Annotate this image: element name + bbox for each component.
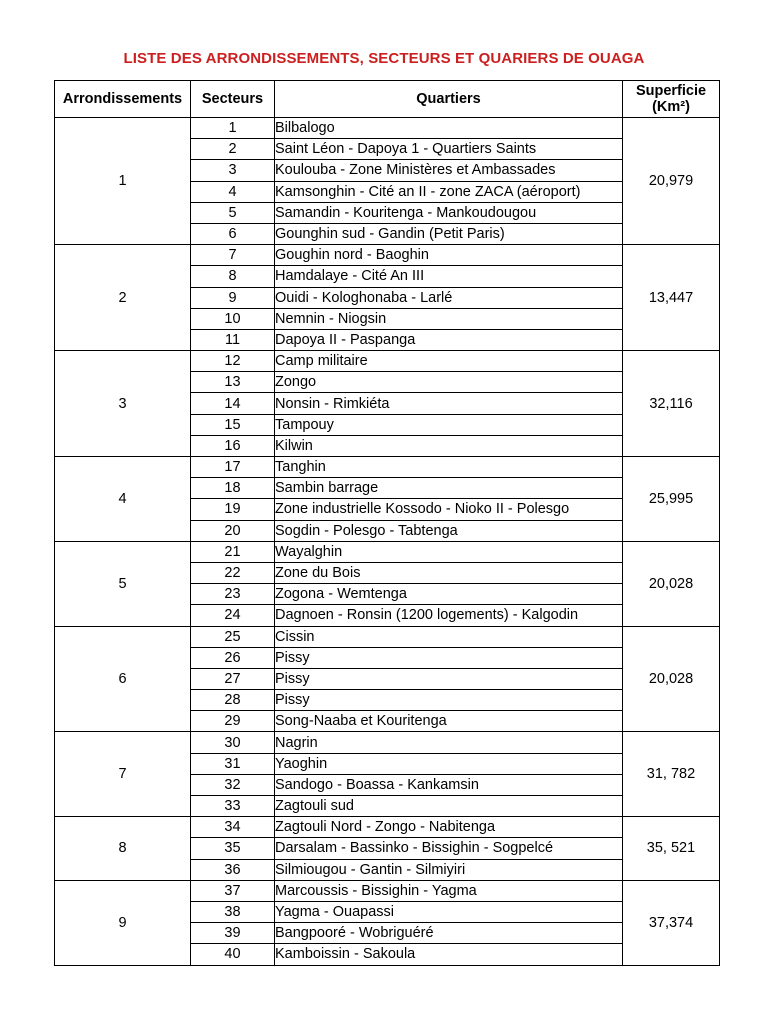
quartier-names: Pissy: [275, 647, 623, 668]
table-row: [55, 351, 720, 372]
quartier-names: Cissin: [275, 626, 623, 647]
header-superficie: [623, 81, 720, 118]
secteur-number: 38: [191, 901, 275, 922]
quartier-names: Tampouy: [275, 414, 623, 435]
quartier-names: Marcoussis - Bissighin - Yagma: [275, 880, 623, 901]
table-row: [55, 732, 720, 753]
quartier-names: Nonsin - Rimkiéta: [275, 393, 623, 414]
secteur-number: 4: [191, 181, 275, 202]
table-header-row: [55, 81, 720, 118]
quartier-names: Zagtouli Nord - Zongo - Nabitenga: [275, 817, 623, 838]
quartier-names: Zone du Bois: [275, 562, 623, 583]
secteur-number: 5: [191, 202, 275, 223]
secteur-number: 36: [191, 859, 275, 880]
secteur-number: 34: [191, 817, 275, 838]
table-row: [55, 541, 720, 562]
table-row: [55, 118, 720, 139]
header-superficie-line2: (Km²): [652, 99, 690, 115]
secteur-number: 25: [191, 626, 275, 647]
secteur-number: 19: [191, 499, 275, 520]
secteur-number: 29: [191, 711, 275, 732]
quartier-names: Pissy: [275, 668, 623, 689]
secteur-number: 12: [191, 351, 275, 372]
quartier-names: Wayalghin: [275, 541, 623, 562]
secteur-number: 27: [191, 668, 275, 689]
secteur-number: 7: [191, 245, 275, 266]
quartier-names: Sandogo - Boassa - Kankamsin: [275, 774, 623, 795]
quartier-names: Bilbalogo: [275, 118, 623, 139]
table-row: [55, 817, 720, 838]
quartier-names: Nagrin: [275, 732, 623, 753]
secteur-number: 2: [191, 139, 275, 160]
secteur-number: 11: [191, 329, 275, 350]
superficie-value: 13,447: [623, 245, 720, 351]
superficie-value: 20,028: [623, 626, 720, 732]
quartier-names: Tanghin: [275, 457, 623, 478]
quartier-names: Gounghin sud - Gandin (Petit Paris): [275, 223, 623, 244]
quartier-names: Darsalam - Bassinko - Bissighin - Sogpelcé: [275, 838, 623, 859]
table-row: [55, 245, 720, 266]
table-row: [55, 626, 720, 647]
quartier-names: Sogdin - Polesgo - Tabtenga: [275, 520, 623, 541]
arrondissement-number: 7: [55, 732, 191, 817]
quartier-names: Zagtouli sud: [275, 796, 623, 817]
header-superficie-line1: Superficie: [635, 83, 707, 99]
secteur-number: 13: [191, 372, 275, 393]
table-row: [55, 457, 720, 478]
quartier-names: Hamdalaye - Cité An III: [275, 266, 623, 287]
quartier-names: Zogona - Wemtenga: [275, 584, 623, 605]
arrondissement-number: 5: [55, 541, 191, 626]
quartier-names: Kamboissin - Sakoula: [275, 944, 623, 965]
quartier-names: Zongo: [275, 372, 623, 393]
secteur-number: 6: [191, 223, 275, 244]
quartier-names: Yaoghin: [275, 753, 623, 774]
secteur-number: 24: [191, 605, 275, 626]
superficie-value: 32,116: [623, 351, 720, 457]
secteur-number: 21: [191, 541, 275, 562]
secteur-number: 15: [191, 414, 275, 435]
quartier-names: Sambin barrage: [275, 478, 623, 499]
arrondissement-number: 4: [55, 457, 191, 542]
secteur-number: 37: [191, 880, 275, 901]
quartier-names: Kamsonghin - Cité an II - zone ZACA (aéroport): [275, 181, 623, 202]
secteur-number: 31: [191, 753, 275, 774]
quartier-names: Yagma - Ouapassi: [275, 901, 623, 922]
quartier-names: Nemnin - Niogsin: [275, 308, 623, 329]
arrondissement-number: 8: [55, 817, 191, 881]
secteur-number: 33: [191, 796, 275, 817]
table-row: [55, 880, 720, 901]
secteur-number: 26: [191, 647, 275, 668]
secteur-number: 40: [191, 944, 275, 965]
quartier-names: Dagnoen - Ronsin (1200 logements) - Kalgodin: [275, 605, 623, 626]
secteur-number: 22: [191, 562, 275, 583]
arrondissement-number: 3: [55, 351, 191, 457]
quartier-names: Samandin - Kouritenga - Mankoudougou: [275, 202, 623, 223]
quartier-names: Camp militaire: [275, 351, 623, 372]
secteur-number: 1: [191, 118, 275, 139]
secteur-number: 23: [191, 584, 275, 605]
arrondissement-number: 2: [55, 245, 191, 351]
quartier-names: Pissy: [275, 690, 623, 711]
header-quartiers: Quartiers: [275, 81, 623, 118]
page-title: LISTE DES ARRONDISSEMENTS, SECTEURS ET QUARIERS DE OUAGA: [123, 50, 645, 67]
secteur-number: 28: [191, 690, 275, 711]
secteur-number: 20: [191, 520, 275, 541]
quartier-names: Goughin nord - Baoghin: [275, 245, 623, 266]
header-arrondissements: Arrondissements: [55, 81, 191, 118]
arrondissement-number: 6: [55, 626, 191, 732]
quartier-names: Song-Naaba et Kouritenga: [275, 711, 623, 732]
superficie-value: 35, 521: [623, 817, 720, 881]
arrondissement-number: 1: [55, 118, 191, 245]
secteur-number: 16: [191, 435, 275, 456]
quartier-names: Silmiougou - Gantin - Silmiyiri: [275, 859, 623, 880]
arrondissement-number: 9: [55, 880, 191, 965]
superficie-value: 20,028: [623, 541, 720, 626]
secteur-number: 10: [191, 308, 275, 329]
table-body: [55, 118, 720, 966]
secteur-number: 17: [191, 457, 275, 478]
secteur-number: 8: [191, 266, 275, 287]
secteur-number: 35: [191, 838, 275, 859]
superficie-value: 20,979: [623, 118, 720, 245]
superficie-value: 31, 782: [623, 732, 720, 817]
quartier-names: Zone industrielle Kossodo - Nioko II - Polesgo: [275, 499, 623, 520]
quartier-names: Dapoya II - Paspanga: [275, 329, 623, 350]
secteur-number: 30: [191, 732, 275, 753]
secteur-number: 3: [191, 160, 275, 181]
secteur-number: 18: [191, 478, 275, 499]
superficie-value: 37,374: [623, 880, 720, 965]
secteur-number: 32: [191, 774, 275, 795]
arrondissements-table: [54, 80, 720, 966]
quartier-names: Ouidi - Kologhonaba - Larlé: [275, 287, 623, 308]
secteur-number: 9: [191, 287, 275, 308]
quartier-names: Bangpooré - Wobriguéré: [275, 923, 623, 944]
quartier-names: Kilwin: [275, 435, 623, 456]
superficie-value: 25,995: [623, 457, 720, 542]
quartier-names: Koulouba - Zone Ministères et Ambassades: [275, 160, 623, 181]
header-secteurs: Secteurs: [191, 81, 275, 118]
secteur-number: 39: [191, 923, 275, 944]
quartier-names: Saint Léon - Dapoya 1 - Quartiers Saints: [275, 139, 623, 160]
secteur-number: 14: [191, 393, 275, 414]
